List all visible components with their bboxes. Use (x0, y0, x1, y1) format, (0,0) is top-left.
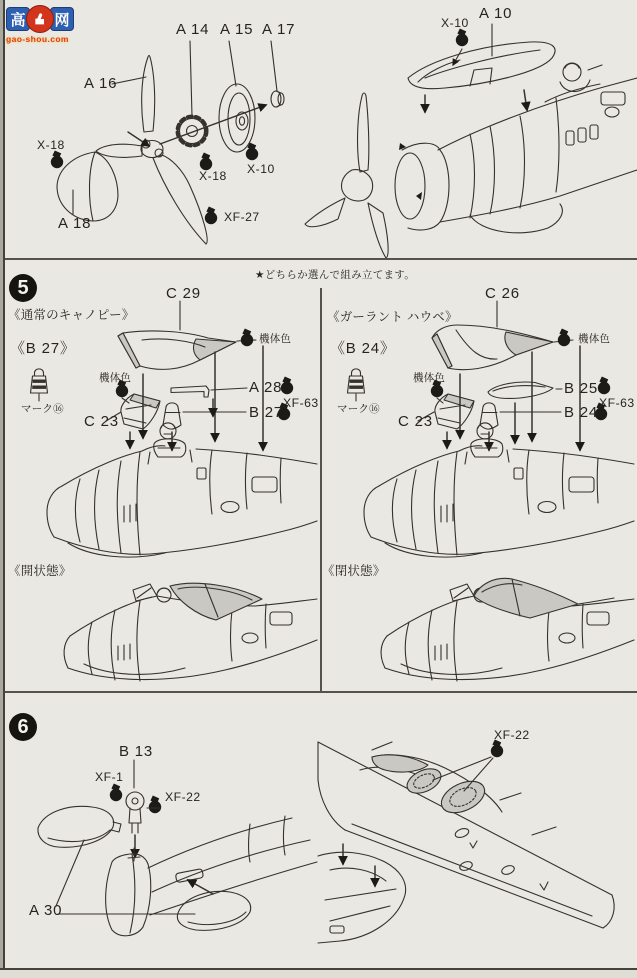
variant-title-normal-canopy: 《通常のキャノピー》 (8, 308, 135, 322)
paint-label-x10: X-10 (247, 162, 275, 176)
page-frame-left (3, 0, 5, 970)
part-label-a14: A 14 (176, 21, 210, 38)
paint-label-body-color-left-lower: 機体色 (99, 372, 132, 384)
variant-title-galland-haube: 《ガーラント ハウベ》 (327, 310, 458, 324)
paint-label-x18-left: X-18 (37, 138, 65, 152)
step6-tail-assembly-drawing (38, 760, 317, 936)
part-label-a10: A 10 (479, 5, 513, 22)
paint-label-x10-cowl: X-10 (441, 16, 469, 30)
watermark-char-left: 高 (6, 7, 30, 31)
part-label-b27: B 27 (249, 404, 284, 421)
part-label-a17: A 17 (262, 21, 296, 38)
step5-badge: 5 (9, 274, 37, 302)
variant-part-b24: 《B 24》 (330, 340, 396, 357)
state-label-closed: 《閉状態》 (322, 564, 386, 578)
paint-label-xf1: XF-1 (95, 770, 124, 784)
part-label-a30: A 30 (29, 902, 63, 919)
part-label-c26: C 26 (485, 285, 520, 302)
variant-part-b27: 《B 27》 (10, 340, 76, 357)
paint-label-xf22-tail: XF-22 (165, 790, 201, 804)
part-label-a15: A 15 (220, 21, 254, 38)
part-label-b25: B 25 (564, 380, 599, 397)
step5-column-divider (320, 288, 322, 691)
paint-label-body-color-right-lower: 機体色 (413, 372, 446, 384)
watermark-logo (6, 5, 92, 44)
part-label-b24: B 24 (564, 404, 599, 421)
section-divider-top (5, 258, 637, 260)
decal-label-mark16-right: マーク⑯ (337, 403, 380, 415)
decal-label-mark16-left: マーク⑯ (21, 403, 64, 415)
part-label-c23-right: C 23 (398, 413, 433, 430)
part-label-a16: A 16 (84, 75, 118, 92)
watermark-thumb-icon (26, 5, 54, 33)
page-edge-below (0, 970, 637, 978)
part-label-a18: A 18 (58, 215, 92, 232)
paint-label-body-color-left-upper: 機体色 (259, 333, 292, 345)
paint-label-x18-mid: X-18 (199, 169, 227, 183)
section-divider-step6 (5, 691, 637, 693)
part-label-c23-left: C 23 (84, 413, 119, 430)
paint-label-xf63-right: XF-63 (599, 396, 635, 410)
step5-left-canopy-drawing (31, 301, 318, 681)
part-label-a28: A 28 (249, 379, 283, 396)
paint-label-xf22-wing: XF-22 (494, 728, 530, 742)
step6-wing-assembly-drawing (318, 740, 614, 944)
step5-note: ★どちらか選んで組み立てます。 (255, 269, 416, 281)
watermark-url: gao-shou.com (6, 34, 69, 44)
step5-right-canopy-drawing (348, 301, 635, 681)
part-label-b13: B 13 (119, 743, 154, 760)
part-label-c29: C 29 (166, 285, 201, 302)
step6-badge: 6 (9, 713, 37, 741)
watermark-char-right: 网 (50, 7, 74, 31)
paint-label-xf63-left: XF-63 (283, 396, 319, 410)
fuselage-cowl-drawing (305, 24, 637, 258)
paint-label-xf27: XF-27 (224, 210, 260, 224)
paint-label-body-color-right-upper: 機体色 (578, 333, 611, 345)
state-label-open: 《開状態》 (8, 564, 72, 578)
